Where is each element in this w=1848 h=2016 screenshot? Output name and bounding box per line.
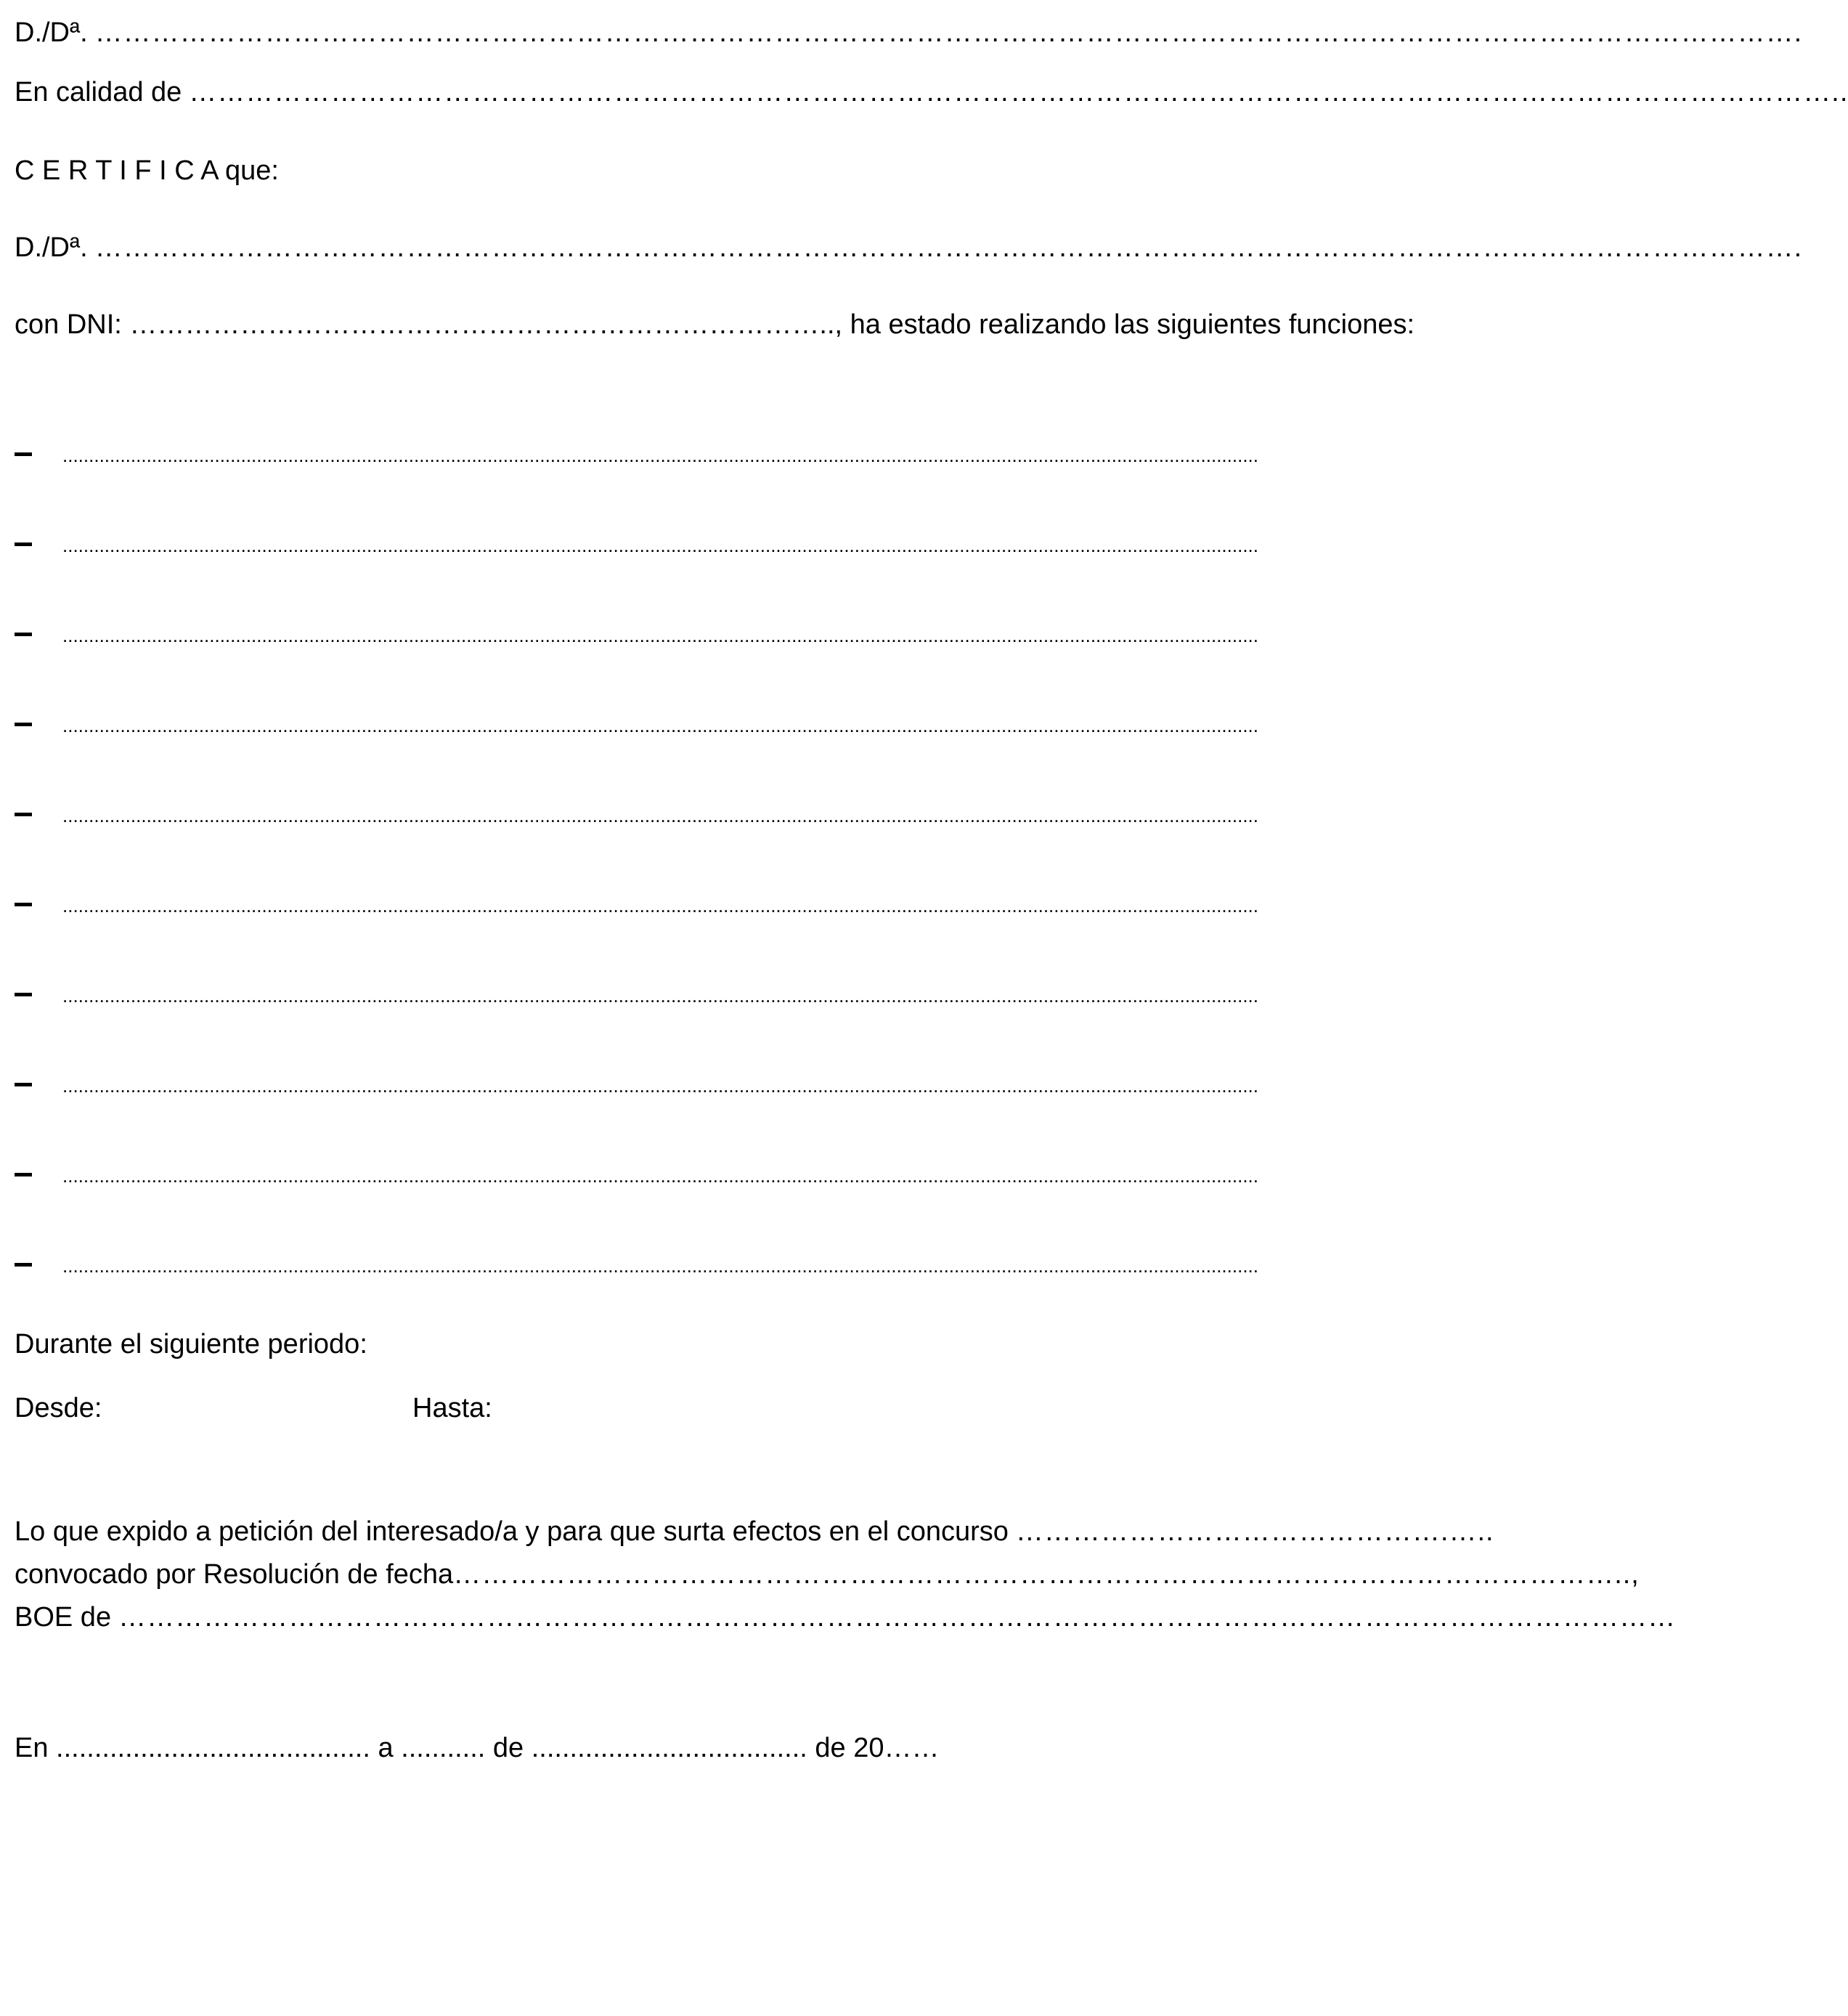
function-item	[15, 528, 1529, 561]
dash-icon	[15, 813, 32, 816]
calidad-line	[15, 76, 1848, 109]
dd1-label: D./Dª.	[15, 17, 88, 48]
year-field[interactable]: ……	[884, 1733, 940, 1763]
function-field[interactable]: ....................................................................................................................................................................................................................................	[62, 1255, 1258, 1277]
month-field[interactable]: ....................................	[531, 1733, 807, 1763]
dni-label: con DNI:	[15, 309, 122, 340]
date-de-label: de	[492, 1733, 524, 1763]
dd1-line	[15, 16, 1803, 49]
function-field[interactable]: ....................................................................................................................................................................................................................................	[62, 535, 1258, 556]
function-field[interactable]: ....................................................................................................................................................................................................................................	[62, 1075, 1258, 1097]
function-item	[15, 978, 1529, 1012]
date-line	[15, 1731, 939, 1765]
desde-label: Desde:	[15, 1393, 102, 1423]
dash-icon	[15, 723, 32, 726]
dd2-label: D./Dª.	[15, 232, 88, 263]
hasta-label: Hasta:	[412, 1393, 492, 1423]
function-item	[15, 438, 1529, 471]
closing-text-1: Lo que expido a petición del interesado/a y para que surta efectos en el concurso	[15, 1516, 1009, 1547]
function-field[interactable]: ....................................................................................................................................................................................................................................	[62, 1165, 1258, 1187]
period-row	[15, 1391, 1529, 1425]
function-item	[15, 798, 1529, 832]
concurso-field[interactable]: ……………………………………….…..	[1015, 1516, 1494, 1547]
date-year-label: de 20	[815, 1733, 884, 1763]
dni-field[interactable]: …………………………………………………………………..,	[129, 309, 843, 340]
closing-line-2	[15, 1558, 1640, 1591]
certifica-heading: C E R T I F I C A que:	[15, 155, 279, 186]
dni-suffix: ha estado realizando las siguientes funciones:	[850, 309, 1415, 340]
closing-text-3: BOE de	[15, 1602, 112, 1633]
function-field[interactable]: ....................................................................................................................................................................................................................................	[62, 895, 1258, 916]
date-a-label: a	[378, 1733, 394, 1763]
dash-icon	[15, 1173, 32, 1176]
function-field[interactable]: ....................................................................................................................................................................................................................................	[62, 444, 1258, 466]
function-field[interactable]: ....................................................................................................................................................................................................................................	[62, 985, 1258, 1007]
dash-icon	[15, 993, 32, 996]
place-field[interactable]: .........................................	[56, 1733, 370, 1763]
day-field[interactable]: ...........	[401, 1733, 486, 1763]
boe-field[interactable]: …………………………………………………………………………………………………………………………………………………	[118, 1602, 1677, 1633]
closing-text-2: convocado por Resolución de fecha	[15, 1559, 454, 1590]
function-item	[15, 1068, 1529, 1102]
closing-line-3	[15, 1601, 1677, 1634]
period-title: Durante el siguiente periodo:	[15, 1329, 367, 1359]
function-item	[15, 618, 1529, 651]
function-item	[15, 1248, 1529, 1282]
date-en-label: En	[15, 1733, 49, 1763]
dash-icon	[15, 542, 32, 546]
dash-icon	[15, 1083, 32, 1086]
dd1-field[interactable]: ……………………………………………………………………………………………………………………………………………………………….	[94, 17, 1803, 48]
dash-icon	[15, 452, 32, 456]
function-item	[15, 708, 1529, 741]
closing-line-1	[15, 1515, 1529, 1548]
calidad-field[interactable]: …………………………………………………………………………………………………………………………………………………………..	[189, 77, 1848, 107]
fecha-field[interactable]: ……………………………………………………………………………………………………………..,	[453, 1559, 1640, 1590]
function-field[interactable]: ....................................................................................................................................................................................................................................	[62, 715, 1258, 736]
dash-icon	[15, 1263, 32, 1267]
dd2-field[interactable]: ……………………………………………………………………………………………………………………………………………………………….	[94, 232, 1803, 263]
dni-line	[15, 308, 1415, 341]
function-item	[15, 1158, 1529, 1192]
function-item	[15, 888, 1529, 922]
calidad-label: En calidad de	[15, 77, 182, 107]
dd2-line	[15, 231, 1803, 264]
dash-icon	[15, 903, 32, 906]
dash-icon	[15, 633, 32, 636]
function-field[interactable]: ....................................................................................................................................................................................................................................	[62, 625, 1258, 646]
function-field[interactable]: ....................................................................................................................................................................................................................................	[62, 805, 1258, 826]
